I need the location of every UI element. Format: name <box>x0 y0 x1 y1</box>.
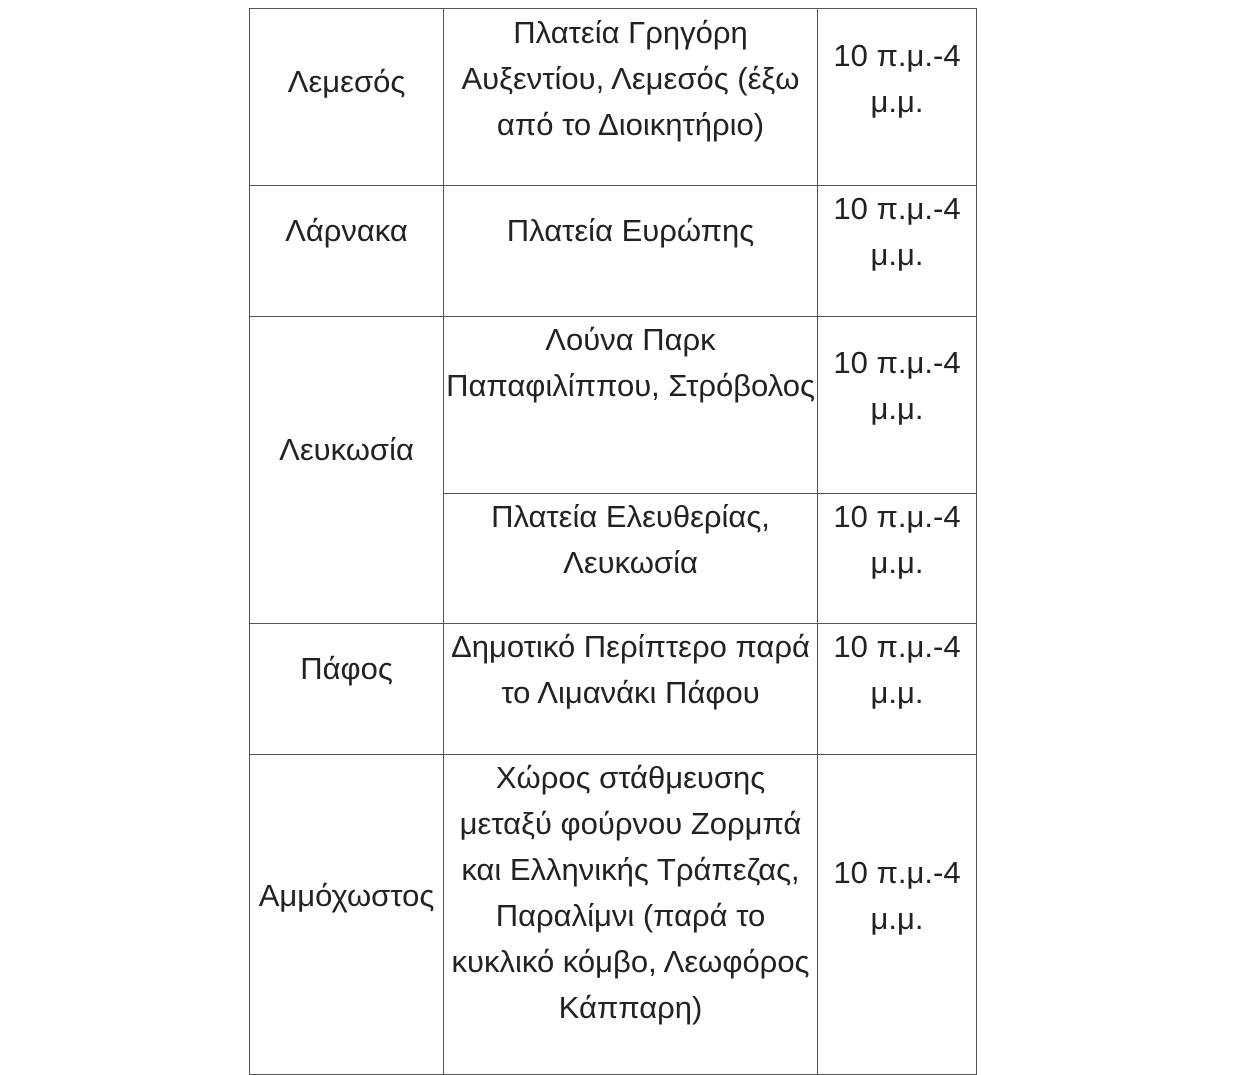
location-name: Χώρος στάθμευσης μεταξύ φούρνου Ζορμπά και Ελληνικής Τράπεζας, Παραλίμνι (παρά το κυκλικό κόμβο, Λεωφόρος Κάππαρη) <box>451 760 810 1025</box>
hours-cell <box>818 186 977 317</box>
opening-hours: 10 π.μ.-4 μ.μ. <box>833 345 961 426</box>
location-cell <box>444 186 818 317</box>
district-name: Λεμεσός <box>287 64 406 99</box>
opening-hours: 10 π.μ.-4 μ.μ. <box>833 629 961 710</box>
district-cell <box>250 186 444 317</box>
district-name: Λάρνακα <box>285 213 408 248</box>
location-name: Πλατεία Ελευθερίας, Λευκωσία <box>491 499 770 580</box>
opening-hours: 10 π.μ.-4 μ.μ. <box>833 854 961 936</box>
district-name: Λευκωσία <box>279 432 414 467</box>
hours-cell <box>818 317 977 494</box>
table-row <box>250 186 977 317</box>
district-cell <box>250 624 444 755</box>
table-row <box>250 9 977 186</box>
location-name: Πλατεία Γρηγόρη Αυξεντίου, Λεμεσός (έξω από το Διοικητήριο) <box>461 15 800 142</box>
location-cell <box>444 624 818 755</box>
table-row <box>250 624 977 755</box>
opening-hours: 10 π.μ.-4 μ.μ. <box>833 499 961 580</box>
hours-cell <box>818 9 977 186</box>
location-name: Δημοτικό Περίπτερο παρά το Λιμανάκι Πάφου <box>451 629 810 710</box>
district-name: Αμμόχωστος <box>258 877 435 913</box>
location-name: Πλατεία Ευρώπης <box>506 213 755 248</box>
district-cell <box>250 755 444 1075</box>
district-cell <box>250 317 444 624</box>
location-cell <box>444 9 818 186</box>
district-cell <box>250 9 444 186</box>
opening-hours: 10 π.μ.-4 μ.μ. <box>833 38 961 119</box>
location-name: Λούνα Παρκ Παπαφιλίππου, Στρόβολος <box>446 322 815 403</box>
hours-cell <box>818 624 977 755</box>
table-row <box>250 755 977 1075</box>
table-row <box>250 317 977 494</box>
hours-cell <box>818 494 977 624</box>
location-cell <box>444 317 818 494</box>
opening-hours: 10 π.μ.-4 μ.μ. <box>833 191 961 272</box>
district-name: Πάφος <box>300 651 393 686</box>
schedule-table <box>249 8 977 1075</box>
hours-cell <box>818 755 977 1075</box>
location-cell <box>444 755 818 1075</box>
location-cell <box>444 494 818 624</box>
